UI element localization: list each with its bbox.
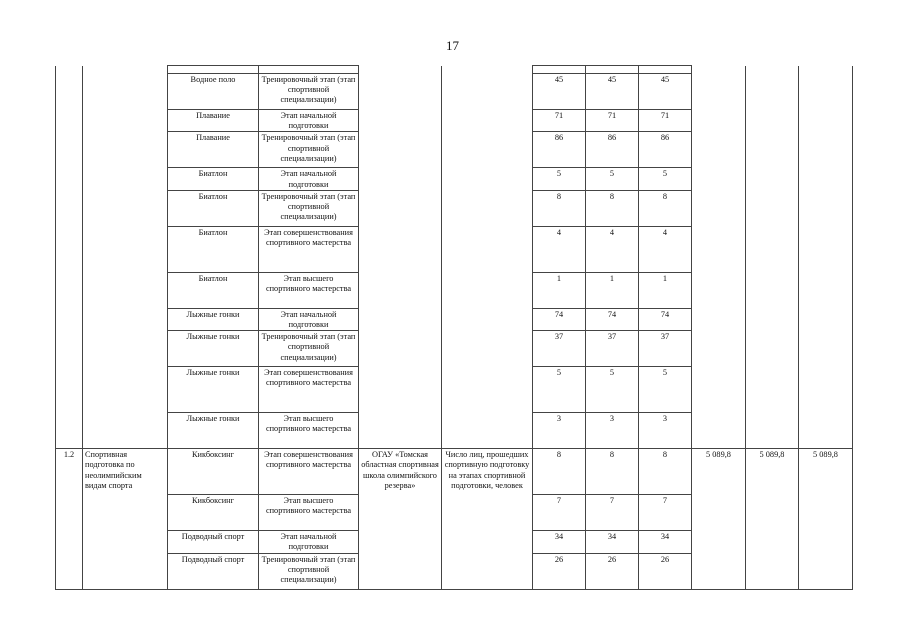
indicator-name: Число лиц, прошедших спортивную подготовку на этапах спортивной подготовки, человек — [442, 449, 533, 589]
value-cell: 34 — [639, 531, 692, 553]
sport-name: Подводный спорт — [168, 553, 259, 589]
cell-fund2-empty — [746, 66, 799, 449]
value-cell: 3 — [639, 413, 692, 449]
value-cell: 45 — [639, 74, 692, 110]
value-cell: 26 — [533, 553, 586, 589]
value-cell: 5 — [586, 168, 639, 190]
sport-name: Кикбоксинг — [168, 495, 259, 531]
table-row — [56, 449, 853, 495]
value-cell: 8 — [533, 449, 586, 495]
value-cell: 71 — [586, 110, 639, 132]
training-stage: Этап высшего спортивного мастерства — [259, 413, 359, 449]
value-cell: 37 — [533, 331, 586, 367]
cell-v3-stub — [639, 66, 692, 74]
value-cell: 5 — [639, 168, 692, 190]
value-cell: 3 — [586, 413, 639, 449]
value-cell: 1 — [586, 272, 639, 308]
training-stage: Этап начальной подготовки — [259, 168, 359, 190]
value-cell: 26 — [586, 553, 639, 589]
value-cell: 4 — [586, 226, 639, 272]
value-cell: 8 — [533, 190, 586, 226]
value-cell: 5 — [586, 367, 639, 413]
sport-name: Биатлон — [168, 272, 259, 308]
sport-name: Биатлон — [168, 190, 259, 226]
cell-fund1-empty — [692, 66, 746, 449]
organization-name: ОГАУ «Томская областная спортивная школа олимпийского резерва» — [359, 449, 442, 589]
value-cell: 7 — [639, 495, 692, 531]
cell-stage-stub — [259, 66, 359, 74]
value-cell: 86 — [639, 132, 692, 168]
training-stage: Этап совершенствования спортивного мастерства — [259, 226, 359, 272]
cell-v2-stub — [586, 66, 639, 74]
sport-name: Плавание — [168, 132, 259, 168]
service-name: Спортивная подготовка по неолимпийским видам спорта — [83, 449, 168, 589]
value-cell: 7 — [586, 495, 639, 531]
funding-cell: 5 089,8 — [799, 449, 853, 589]
value-cell: 8 — [586, 449, 639, 495]
cell-fund3-empty — [799, 66, 853, 449]
sport-name: Подводный спорт — [168, 531, 259, 553]
value-cell: 45 — [533, 74, 586, 110]
cell-service-empty — [83, 66, 168, 449]
value-cell: 4 — [639, 226, 692, 272]
value-cell: 3 — [533, 413, 586, 449]
sport-name: Лыжные гонки — [168, 308, 259, 330]
training-stage: Тренировочный этап (этап спортивной специализации) — [259, 331, 359, 367]
training-stage: Тренировочный этап (этап спортивной специализации) — [259, 132, 359, 168]
value-cell: 71 — [533, 110, 586, 132]
value-cell: 34 — [533, 531, 586, 553]
value-cell: 74 — [586, 308, 639, 330]
cell-v1-stub — [533, 66, 586, 74]
training-stage: Этап начальной подготовки — [259, 308, 359, 330]
sport-name: Кикбоксинг — [168, 449, 259, 495]
sport-name: Лыжные гонки — [168, 331, 259, 367]
training-stage: Этап высшего спортивного мастерства — [259, 272, 359, 308]
sport-name: Водное поло — [168, 74, 259, 110]
value-cell: 45 — [586, 74, 639, 110]
value-cell: 74 — [533, 308, 586, 330]
value-cell: 74 — [639, 308, 692, 330]
training-stage: Тренировочный этап (этап спортивной специализации) — [259, 74, 359, 110]
value-cell: 1 — [533, 272, 586, 308]
value-cell: 1 — [639, 272, 692, 308]
training-stage: Тренировочный этап (этап спортивной специализации) — [259, 190, 359, 226]
value-cell: 4 — [533, 226, 586, 272]
value-cell: 34 — [586, 531, 639, 553]
training-stage: Тренировочный этап (этап спортивной специализации) — [259, 553, 359, 589]
value-cell: 8 — [639, 449, 692, 495]
cell-sport-stub — [168, 66, 259, 74]
sport-name: Плавание — [168, 110, 259, 132]
value-cell: 86 — [533, 132, 586, 168]
sport-name: Биатлон — [168, 168, 259, 190]
sport-name: Биатлон — [168, 226, 259, 272]
training-stage: Этап совершенствования спортивного мастерства — [259, 449, 359, 495]
value-cell: 8 — [586, 190, 639, 226]
value-cell: 86 — [586, 132, 639, 168]
sport-name: Лыжные гонки — [168, 413, 259, 449]
table-row-continuation-top — [56, 66, 853, 74]
value-cell: 5 — [639, 367, 692, 413]
table-body — [56, 66, 853, 590]
funding-cell: 5 089,8 — [692, 449, 746, 589]
value-cell: 37 — [639, 331, 692, 367]
training-stage: Этап начальной подготовки — [259, 531, 359, 553]
cell-org-empty — [359, 66, 442, 449]
funding-cell: 5 089,8 — [746, 449, 799, 589]
training-stage: Этап совершенствования спортивного мастерства — [259, 367, 359, 413]
value-cell: 37 — [586, 331, 639, 367]
value-cell: 7 — [533, 495, 586, 531]
training-stage: Этап начальной подготовки — [259, 110, 359, 132]
cell-num-empty — [56, 66, 83, 449]
sport-name: Лыжные гонки — [168, 367, 259, 413]
value-cell: 71 — [639, 110, 692, 132]
sports-training-table — [55, 65, 853, 590]
training-stage: Этап высшего спортивного мастерства — [259, 495, 359, 531]
page-number: 17 — [446, 38, 459, 53]
cell-indicator-empty — [442, 66, 533, 449]
value-cell: 5 — [533, 168, 586, 190]
section-number: 1.2 — [56, 449, 83, 589]
value-cell: 26 — [639, 553, 692, 589]
value-cell: 5 — [533, 367, 586, 413]
value-cell: 8 — [639, 190, 692, 226]
